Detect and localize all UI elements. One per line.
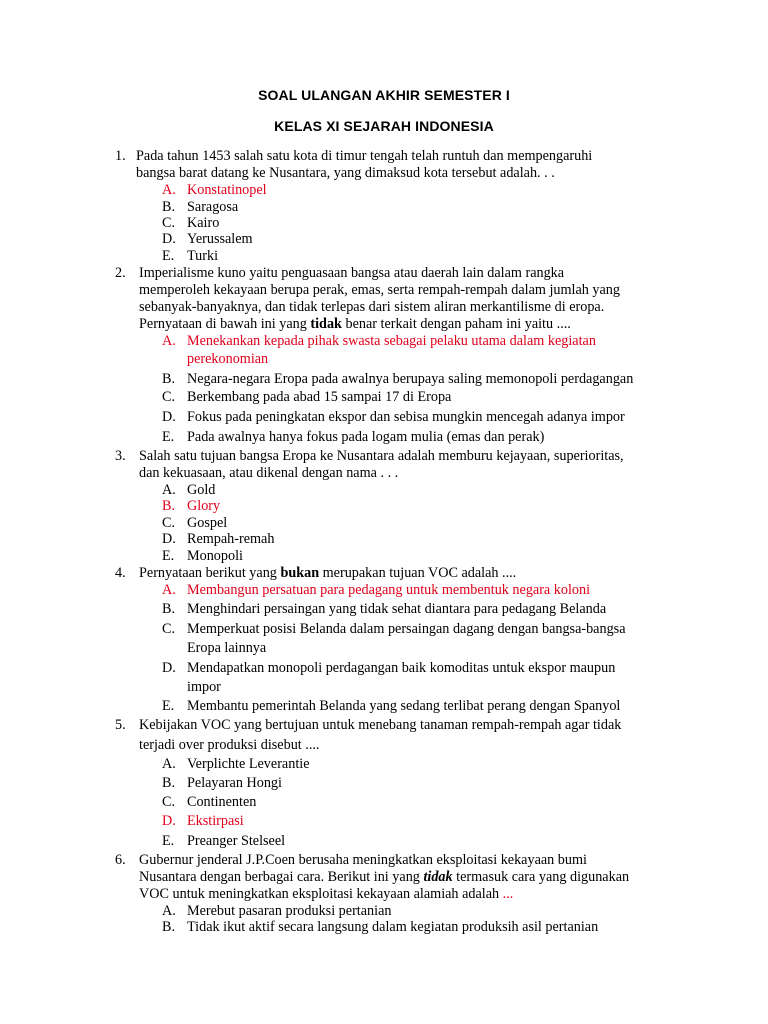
option-e: E. Membantu pemerintah Belanda yang sedang terlibat perang dengan Spanyol [162,698,621,714]
option-e: E. Pada awalnya hanya fokus pada logam mulia (emas dan perak) [162,429,545,445]
option-a: A. Merebut pasaran produksi pertanian [162,903,392,919]
question-text: Salah satu tujuan bangsa Eropa ke Nusantara adalah memburu kejayaan, superioritas, [139,448,624,464]
question-number: 5. [115,717,126,733]
option-d: D. Yerussalem [162,231,253,247]
question-text: Pernyataan di bawah ini yang tidak benar terkait dengan paham ini yaitu .... [139,316,571,332]
question-text: Nusantara dengan berbagai cara. Berikut ini yang tidak termasuk cara yang digunakan [139,869,630,885]
question-text: bangsa barat datang ke Nusantara, yang dimaksud kota tersebut adalah. . . [136,165,555,181]
option-d: D. Rempah-remah [162,531,275,547]
question-text: sebanyak-banyaknya, dan tidak terlepas dari sistem aliran merkantilisme di eropa. [139,299,605,315]
option-a-correct: A. Membangun persatuan para pedagang untuk membentuk negara koloni [162,582,591,598]
option-d: D. Mendapatkan monopoli perdagangan baik komoditas untuk ekspor maupun [162,660,616,676]
option-d-continuation: impor [187,679,221,695]
option-e: E. Monopoli [162,548,243,564]
question-text: terjadi over produksi disebut .... [139,737,320,753]
question-text: memperoleh kekayaan berupa perak, emas, serta rempah-rempah dalam jumlah yang [139,282,620,298]
question-number: 1. [115,148,126,164]
document-subtitle: KELAS XI SEJARAH INDONESIA [274,118,494,134]
option-e: E. Preanger Stelseel [162,833,286,849]
option-e: E. Turki [162,248,219,264]
question-number: 6. [115,852,126,868]
option-b: B. Saragosa [162,199,239,215]
question-number: 4. [115,565,126,581]
option-a: A. Gold [162,482,216,498]
document-title: SOAL ULANGAN AKHIR SEMESTER I [258,87,510,103]
question-text: dan kekuasaan, atau dikenal dengan nama . . . [139,465,399,481]
option-a-correct: A. Menekankan kepada pihak swasta sebagai pelaku utama dalam kegiatan [162,333,596,349]
option-c: C. Continenten [162,794,257,810]
option-a: A. Verplichte Leverantie [162,756,310,772]
option-b: B. Pelayaran Hongi [162,775,282,791]
option-c: C. Gospel [162,515,228,531]
option-b: B. Negara-negara Eropa pada awalnya berupaya saling memonopoli perdagangan [162,371,634,387]
question-text: VOC untuk meningkatkan eksploitasi kekayaan alamiah adalah ... [139,886,514,902]
option-c: C. Kairo [162,215,220,231]
question-text: Pada tahun 1453 salah satu kota di timur tengah telah runtuh dan mempengaruhi [136,148,593,164]
option-b-correct: B. Glory [162,498,221,514]
option-a-correct: A. Konstatinopel [162,182,267,198]
question-text: Gubernur jenderal J.P.Coen berusaha meningkatkan eksploitasi kekayaan bumi [139,852,587,868]
option-b: B. Menghindari persaingan yang tidak sehat diantara para pedagang Belanda [162,601,607,617]
question-text: Kebijakan VOC yang bertujuan untuk menebang tanaman rempah-rempah agar tidak [139,717,622,733]
option-d: D. Fokus pada peningkatan ekspor dan sebisa mungkin mencegah adanya impor [162,409,625,425]
option-c-continuation: Eropa lainnya [187,640,267,656]
question-text: Pernyataan berikut yang bukan merupakan tujuan VOC adalah .... [139,565,517,581]
question-text: Imperialisme kuno yaitu penguasaan bangsa atau daerah lain dalam rangka [139,265,565,281]
option-c: C. Memperkuat posisi Belanda dalam persaingan dagang dengan bangsa-bangsa [162,621,626,637]
option-b: B. Tidak ikut aktif secara langsung dalam kegiatan produksih asil pertanian [162,919,599,935]
option-d-correct: D. Ekstirpasi [162,813,244,829]
option-c: C. Berkembang pada abad 15 sampai 17 di Eropa [162,389,452,405]
question-number: 3. [115,448,126,464]
option-a-continuation: perekonomian [187,351,269,367]
question-number: 2. [115,265,126,281]
